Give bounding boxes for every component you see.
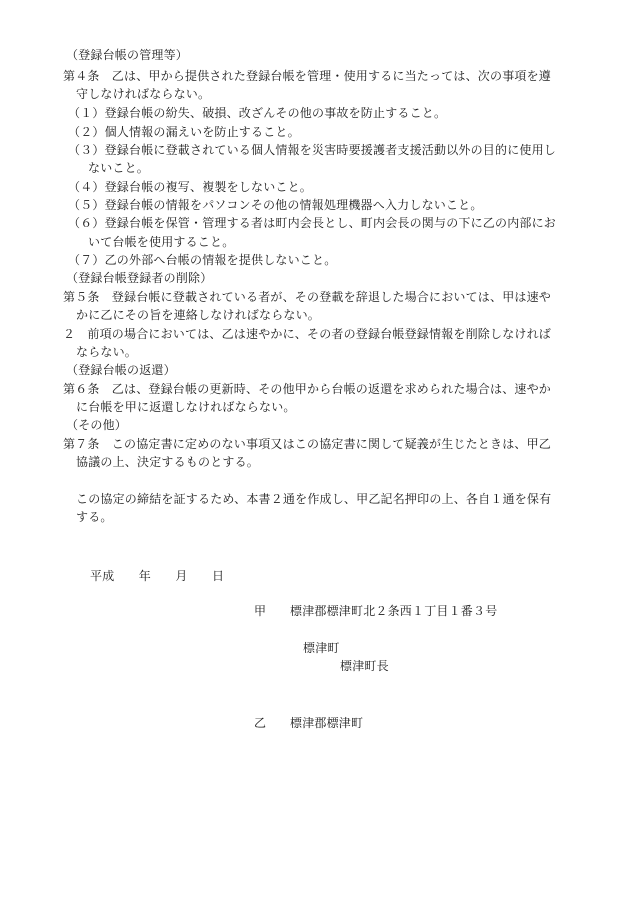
article4-item5: （５）登録台帳の情報をパソコンその他の情報処理機器へ入力しないこと。	[68, 198, 483, 212]
article4-item1: （１）登録台帳の紛失、破損、改ざんその他の事故を防止すること。	[68, 106, 447, 120]
article5-line2: かに乙にその旨を連絡しなければならない。	[76, 308, 321, 322]
article5-line1: 第５条 登録台帳に登載されている者が、その登載を辞退した場合においては、甲は速や	[63, 290, 552, 304]
article5-line3: ２ 前項の場合においては、乙は速やかに、その者の登録台帳登録情報を削除しなければ	[63, 327, 552, 341]
party-b-address: 標津郡標津町	[290, 716, 364, 730]
article7-line2: 協議の上、決定するものとする。	[76, 455, 260, 469]
article4-item6: （６）登録台帳を保管・管理する者は町内会長とし、町内会長の関与の下に乙の内部にお	[68, 216, 557, 230]
article4-item7: （７）乙の外部へ台帳の情報を提供しないこと。	[68, 253, 337, 267]
party-a-org: 標津町	[303, 641, 340, 655]
party-b-label: 乙	[254, 716, 267, 730]
article4-item2: （２）個人情報の漏えいを防止すること。	[68, 125, 300, 139]
closing-line2: する。	[76, 510, 113, 524]
article5-heading: （登録台帳登録者の削除）	[66, 271, 213, 285]
article7-line1: 第７条 この協定書に定めのない事項又はこの協定書に関して疑義が生じたときは、甲乙	[63, 437, 552, 451]
article4-item3: （３）登録台帳に登載されている個人情報を災害時要援護者支援活動以外の目的に使用し	[68, 143, 557, 157]
date-line: 平成 年 月 日	[90, 569, 225, 583]
article4-line1: 第４条 乙は、甲から提供された登録台帳を管理・使用するに当たっては、次の事項を遵	[63, 69, 552, 83]
closing-line1: この協定の締結を証するため、本書２通を作成し、甲乙記名押印の上、各自１通を保有	[76, 492, 552, 506]
article4-line2: 守しなければならない。	[76, 87, 211, 101]
article4-item3-cont: ないこと。	[88, 161, 150, 175]
article4-item6-cont: いて台帳を使用すること。	[88, 235, 235, 249]
party-a-address: 標津郡標津町北２条西１丁目１番３号	[290, 604, 498, 618]
party-a-title: 標津町長	[340, 659, 389, 673]
article7-heading: （その他）	[66, 418, 128, 432]
article6-line2: に台帳を甲に返還しなければならない。	[76, 400, 296, 414]
party-a-label: 甲	[254, 604, 267, 618]
article4-item4: （４）登録台帳の複写、複製をしないこと。	[68, 180, 313, 194]
article6-line1: 第６条 乙は、登録台帳の更新時、その他甲から台帳の返還を求められた場合は、速やか	[63, 382, 552, 396]
article6-heading: （登録台帳の返還）	[66, 363, 176, 377]
article4-heading: （登録台帳の管理等）	[66, 48, 189, 62]
article5-line4: ならない。	[76, 345, 138, 359]
